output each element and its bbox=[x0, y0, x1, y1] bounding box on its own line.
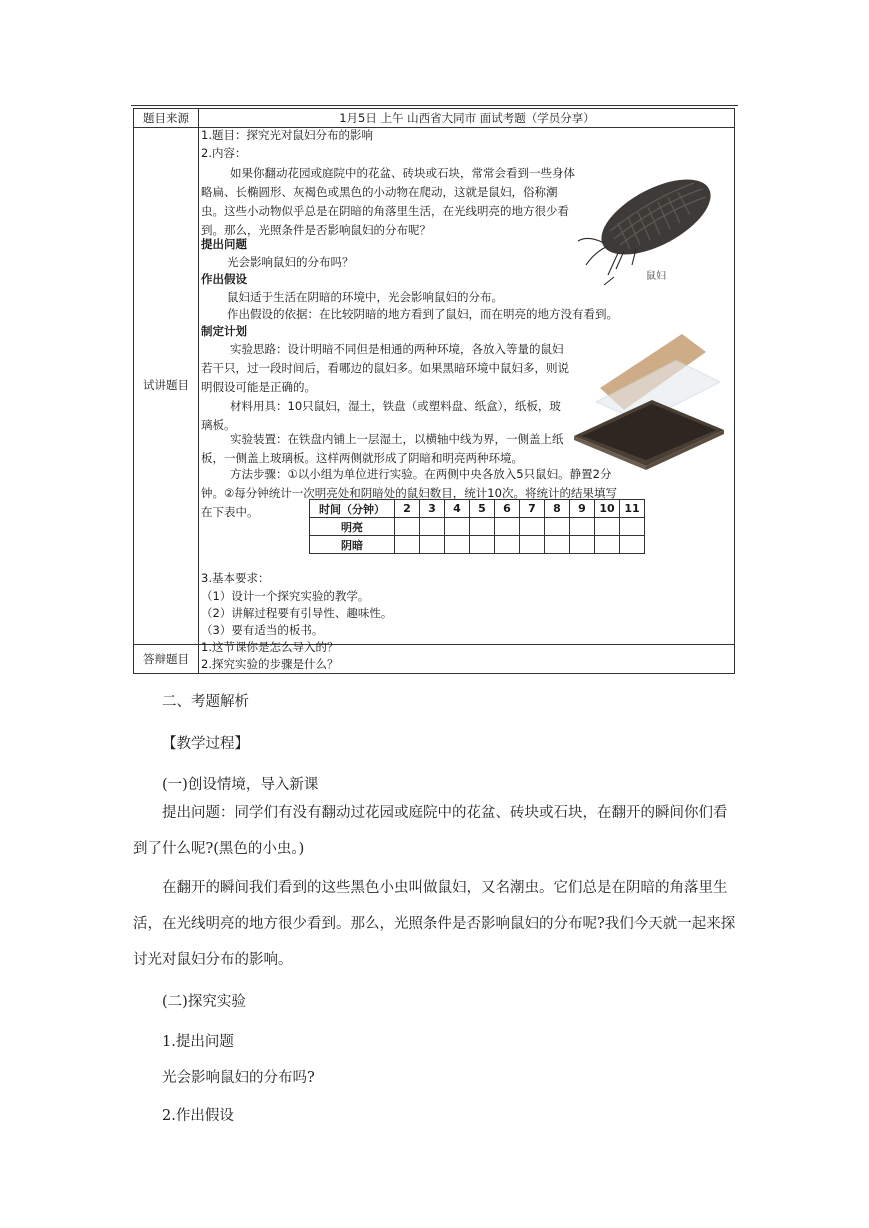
col-header: 2 bbox=[395, 500, 420, 518]
materials-text: 材料用具：10只鼠妇，湿土，铁盘（或塑料盘、纸盒），纸板，玻璃板。 bbox=[201, 399, 561, 432]
intro-paragraph: 如果你翻动花园或庭院中的花盆、砖块或石块，常常会看到一些身体略扁、长椭圆形、灰褐色或黑色的小动物在爬动，这就是鼠妇，俗称潮虫。这些小动物似乎总是在阴暗的角落里生活，在光线明亮的地方很少看到。那么，光照条件是否影响鼠妇的分布呢？ bbox=[201, 166, 575, 237]
paragraph-1: 提出问题：同学们有没有翻动过花园或庭院中的花盆、砖块或石块，在翻开的瞬间你们看到了什么呢?(黑色的小虫。) bbox=[133, 805, 728, 857]
step-1-text: 光会影响鼠妇的分布吗? bbox=[162, 1070, 315, 1086]
topic-line: 1.题目：探究光对鼠妇分布的影响 bbox=[201, 128, 373, 142]
plan-idea: 实验思路：设计明暗不同但是相通的两种环境，各放入等量的鼠妇若干只，过一段时间后，看哪边的鼠妇多。如果黑暗环境中鼠妇多，则说明假设可能是正确的。 bbox=[201, 342, 569, 394]
col-header: 4 bbox=[445, 500, 470, 518]
col-header: 5 bbox=[470, 500, 495, 518]
col-header: 3 bbox=[420, 500, 445, 518]
source-text: 1月5日 上午 山西省大同市 面试考题（学员分享） bbox=[339, 111, 595, 125]
requirement-3: （3）要有适当的板书。 bbox=[201, 623, 324, 637]
bug-caption: 鼠妇 bbox=[646, 271, 666, 282]
method-text: 方法步骤：①以小组为单位进行实验。在两侧中央各放入5只鼠妇。静置2分钟。②每分钟统计一次明亮处和阴暗处的鼠妇数目，统计10次。将统计的结果填写在下表中。 bbox=[201, 467, 617, 519]
top-rule bbox=[131, 105, 738, 106]
col-header: 8 bbox=[545, 500, 570, 518]
question-text: 光会影响鼠妇的分布吗？ bbox=[227, 255, 354, 269]
row-label-bright: 明亮 bbox=[310, 518, 395, 536]
lecture-label: 试讲题目 bbox=[143, 378, 189, 392]
row-label-dark: 阴暗 bbox=[310, 536, 395, 554]
paragraph-2: 在翻开的瞬间我们看到的这些黑色小虫叫做鼠妇，又名潮虫。它们总是在阴暗的角落里生活，在光线明亮的地方很少看到。那么，光照条件是否影响鼠妇的分布呢?我们今天就一起来探讨光对鼠妇分布的影响。 bbox=[133, 880, 736, 968]
answer-question-1: 1.这节课你是怎么导入的？ bbox=[201, 640, 339, 654]
plan-heading: 制定计划 bbox=[201, 324, 247, 338]
answer-question-2: 2.探究实验的步骤是什么？ bbox=[201, 657, 339, 671]
requirements-title: 3.基本要求： bbox=[201, 571, 270, 585]
col-header: 7 bbox=[520, 500, 545, 518]
time-header: 时间（分钟） bbox=[310, 500, 395, 518]
observation-table bbox=[309, 499, 645, 554]
question-heading: 提出问题 bbox=[201, 237, 247, 251]
hypothesis-heading: 作出假设 bbox=[201, 272, 247, 286]
apparatus-text: 实验装置：在铁盘内铺上一层湿土，以横轴中线为界，一侧盖上纸板，一侧盖上玻璃板。这样两侧就形成了阴暗和明亮两种环境。 bbox=[201, 432, 564, 465]
woodlouse-image bbox=[574, 165, 722, 290]
section-heading: 二、考题解析 bbox=[162, 694, 249, 710]
table-row bbox=[310, 536, 645, 554]
content-label: 2.内容： bbox=[201, 146, 247, 160]
hypothesis-basis: 作出假设的依据：在比较阴暗的地方看到了鼠妇，而在明亮的地方没有看到。 bbox=[227, 307, 618, 321]
col-header: 11 bbox=[620, 500, 645, 518]
apparatus-image bbox=[570, 330, 730, 470]
step-1-heading: 1.提出问题 bbox=[162, 1034, 234, 1050]
part-2-heading: (二)探究实验 bbox=[162, 994, 246, 1010]
hypothesis-text: 鼠妇适于生活在阴暗的环境中，光会影响鼠妇的分布。 bbox=[227, 290, 503, 304]
source-label: 题目来源 bbox=[143, 111, 189, 125]
table-row bbox=[310, 518, 645, 536]
col-header: 10 bbox=[595, 500, 620, 518]
col-header: 9 bbox=[570, 500, 595, 518]
answer-label: 答辩题目 bbox=[143, 652, 189, 666]
requirement-2: （2）讲解过程要有引导性、趣味性。 bbox=[201, 606, 393, 620]
col-header: 6 bbox=[495, 500, 520, 518]
part-1-heading: (一)创设情境，导入新课 bbox=[162, 777, 319, 793]
requirement-1: （1）设计一个探究实验的教学。 bbox=[201, 589, 370, 603]
process-heading: 【教学过程】 bbox=[162, 736, 249, 752]
step-2-heading: 2.作出假设 bbox=[162, 1108, 234, 1124]
